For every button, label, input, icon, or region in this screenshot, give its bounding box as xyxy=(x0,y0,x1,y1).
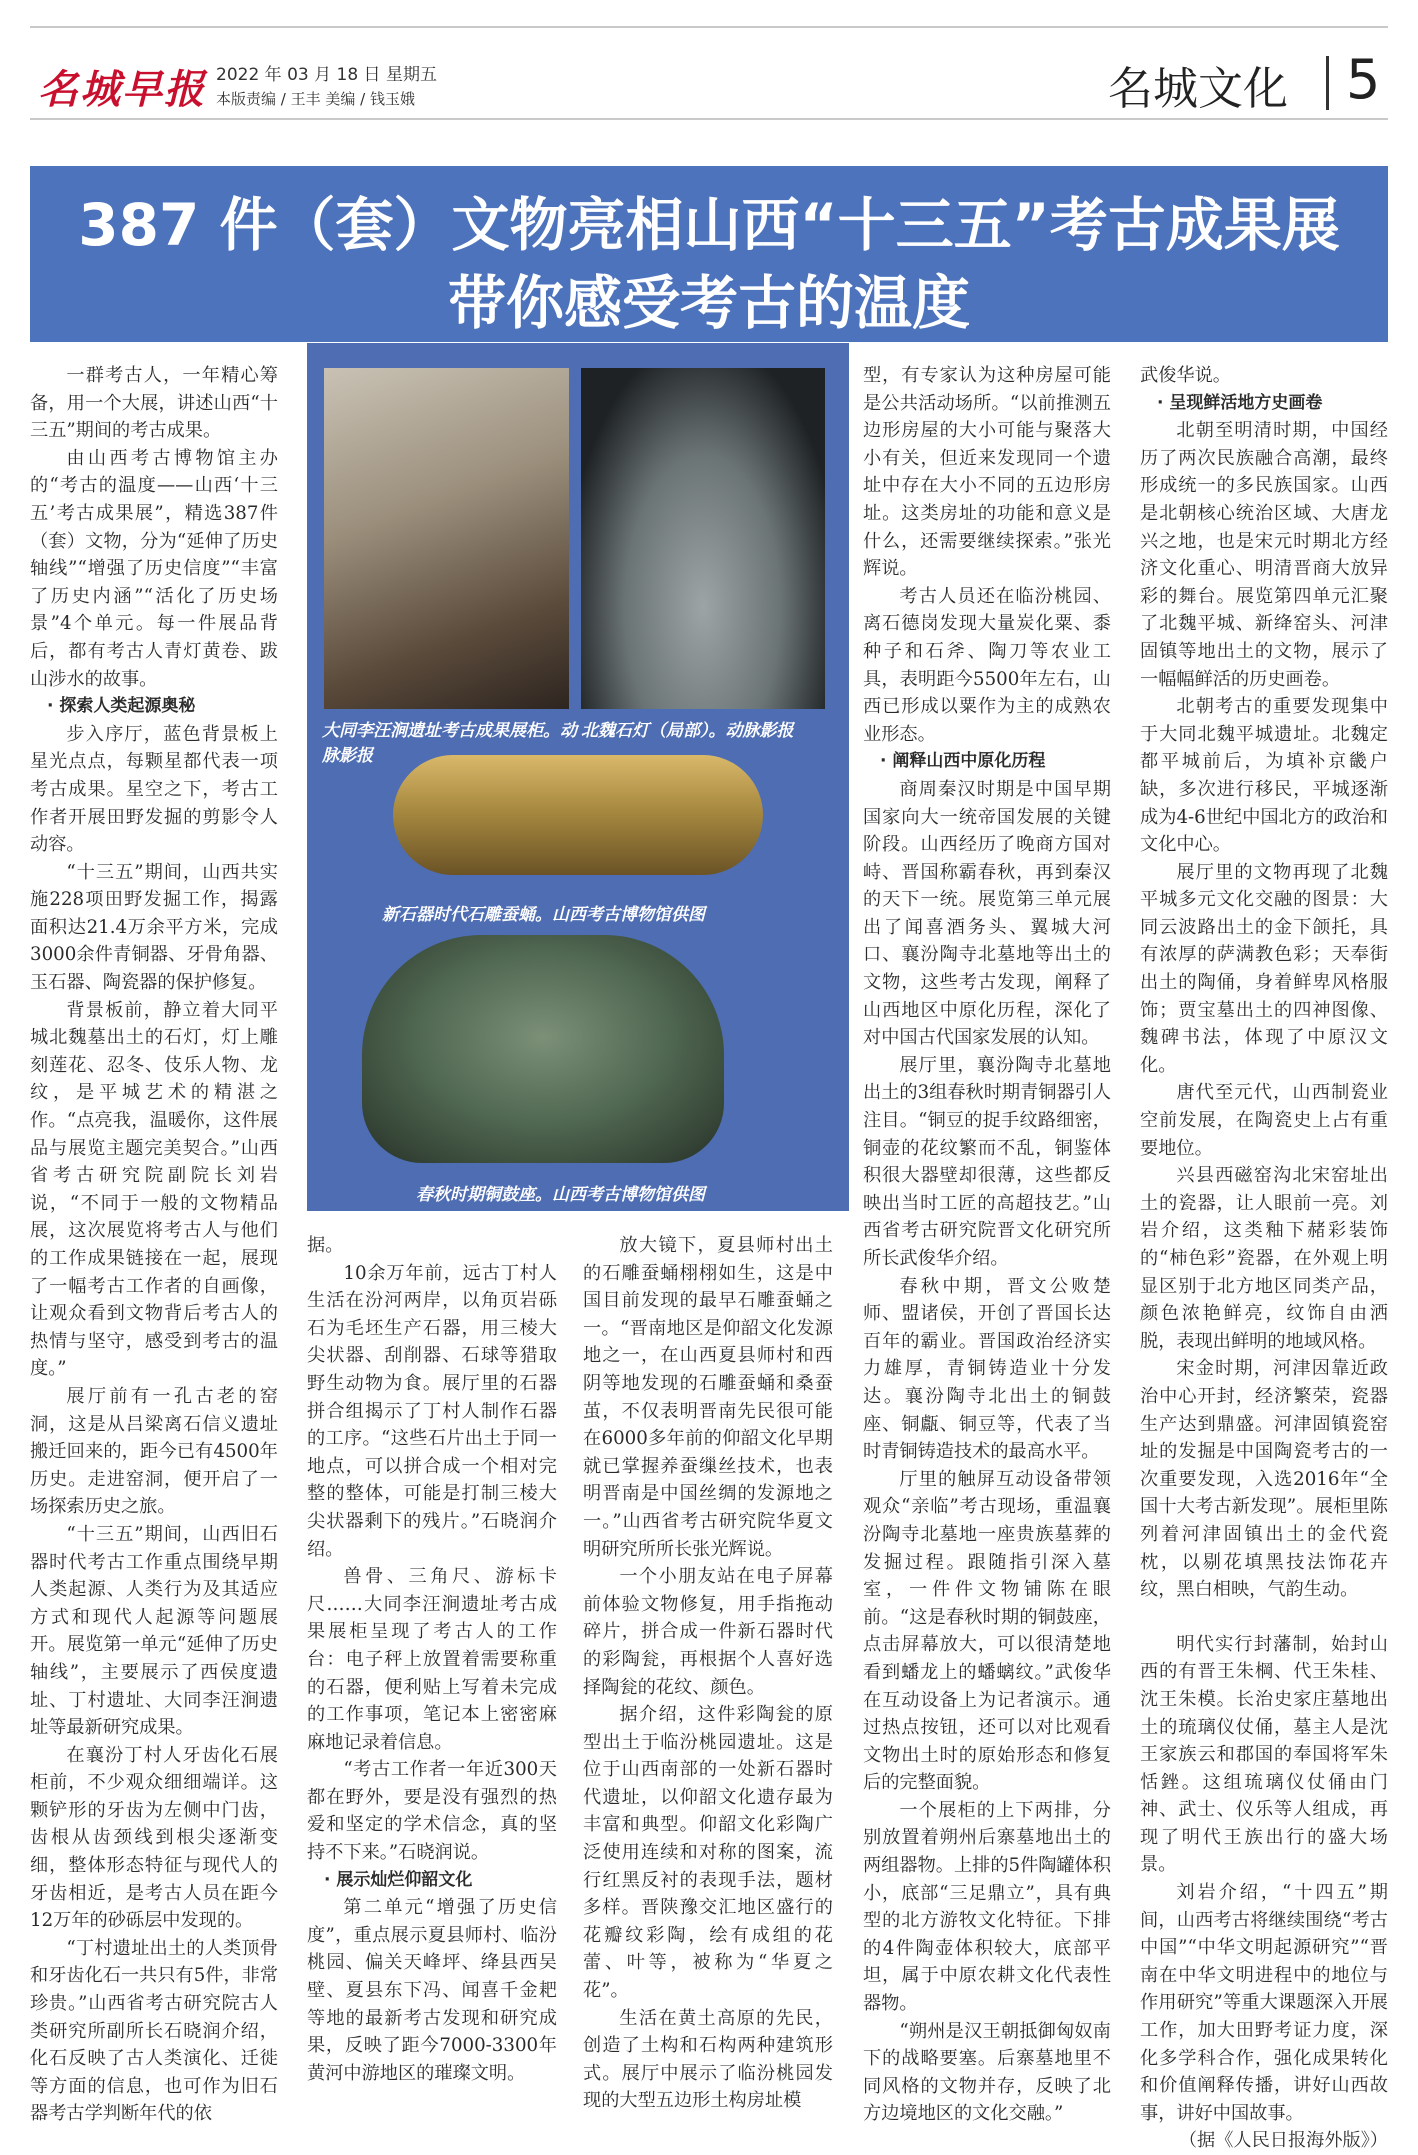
article-column-4 xyxy=(863,362,1111,2128)
paragraph: 放大镜下，夏县师村出土的石雕蚕蛹栩栩如生，这是中国目前发现的最早石雕蚕蛹之一。“晋南地区是仰韶文化发源地之一，在山西夏县师村和西阴等地发现的石雕蚕蛹和桑蚕茧，不仅表明晋南先民很可能在6000多年前的仰韶文化早期就已掌握养蚕缫丝技术，也表明晋南是中国丝绸的发源地之一。”山西省考古研究院华夏文明研究所所长张光辉说。 xyxy=(583,1235,833,1560)
exhibit-case-photo xyxy=(324,368,569,709)
paragraph: 展厅里的文物再现了北魏平城多元文化交融的图景：大同云波路出土的金下颌托，具有浓厚的萨满教色彩；天奉街出土的陶俑，身着鲜卑风格服饰；贾宝墓出土的四神图像、魏碑书法，体现了中原汉文化。 xyxy=(1140,861,1388,1076)
paragraph: “丁村遗址出土的人类顶骨和牙齿化石一共只有5件，非常珍贵。”山西省考古研究院古人类研究所副所长石晓润介绍，化石反映了古人类演化、迁徙等方面的信息，也可作为旧石器考古学判断年代的依 xyxy=(30,1937,279,2125)
page-number: 5 xyxy=(1346,48,1381,111)
paragraph: “朔州是汉王朝抵御匈奴南下的战略要塞。后寨墓地里不同风格的文物并存，反映了北方边境地区的文化交融。” xyxy=(863,2020,1111,2125)
section-subheading: · 呈现鲜活地方史画卷 xyxy=(1157,392,1323,413)
paragraph-gap xyxy=(1140,1604,1388,1631)
article-column-2 xyxy=(307,1232,557,2087)
paragraph: 展厅里，襄汾陶寺北墓地出土的3组春秋时期青铜器引人注目。“铜豆的捉手纹路细密，铜壶的花纹繁而不乱，铜鉴体积很大器壁却很薄，这些都反映出当时工匠的高超技艺。”山西省考古研究院晋文化研究所所长武俊华介绍。 xyxy=(863,1054,1112,1269)
issue-date: 2022 年 03 月 18 日 星期五 xyxy=(216,65,437,85)
paragraph: 背景板前，静立着大同平城北魏墓出土的石灯，灯上雕刻莲花、忍冬、伎乐人物、龙纹，是平城艺术的精湛之作。“点亮我，温暖你，这件展品与展览主题完美契合。”山西省考古研究院副院长刘岩说，“不同于一般的文物精品展，这次展览将考古人与他们的工作成果链接在一起，展现了一幅考古工作者的自画像，让观众看到文物背后考古人的热情与坚守，感受到考古的温度。” xyxy=(30,999,278,1380)
paragraph: 一群考古人，一年精心筹备，用一个大展，讲述山西“十三五”期间的考古成果。 xyxy=(30,365,278,442)
section-subheading: · 阐释山西中原化历程 xyxy=(880,751,1046,772)
paragraph: 厅里的触屏互动设备带领观众“亲临”考古现场，重温襄汾陶寺北墓地一座贵族墓葬的发掘过程。跟随指引深入墓室，一件件文物铺陈在眼前。“这是春秋时期的铜鼓座，点击屏幕放大，可以很清楚地看到蟠龙上的蟠螭纹。”武俊华在互动设备上为记者演示。通过热点按钮，还可以对比观看文物出土时的原始形态和修复后的完整面貌。 xyxy=(863,1468,1111,1794)
paragraph: 一个展柜的上下两排，分别放置着朔州后寨墓地出土的两组器物。上排的5件陶罐体积小，底部“三足鼎立”，具有典型的北方游牧文化特征。下排的4件陶壶体积较大，底部平坦，属于中原农耕文化代表性器物。 xyxy=(863,1799,1112,2015)
paragraph: 宋金时期，河津因靠近政治中心开封，经济繁荣，瓷器生产达到鼎盛。河津固镇瓷窑址的发掘是中国陶瓷考古的一次重要发现，入选2016年“全国十大考古新发现”。展柜里陈列着河津固镇出土的金代瓷枕，以剔花填黑技法饰花卉纹，黑白相映，气韵生动。 xyxy=(1140,1358,1388,1601)
caption-stone-lamp: 北魏石灯（局部）。动脉影报 xyxy=(581,721,794,741)
bronze-drum-base-photo xyxy=(362,935,724,1163)
caption-silkworm: 新石器时代石雕蚕蛹。山西考古博物馆供图 xyxy=(382,905,705,925)
caption-drum-base: 春秋时期铜鼓座。山西考古博物馆供图 xyxy=(416,1185,705,1205)
section-subheading: · 探索人类起源奥秘 xyxy=(47,696,196,717)
section-name: 名城文化 xyxy=(1108,62,1289,115)
paragraph: 生活在黄土高原的先民，创造了土构和石构两种建筑形式。展厅中展示了临汾桃园发现的大型五边形土构房址模 xyxy=(583,2007,833,2112)
paragraph: 武俊华说。 xyxy=(1140,365,1231,386)
paragraph: 第二单元“增强了历史信度”，重点展示夏县师村、临汾桃园、偏关天峰坪、绛县西吴壁、夏县东下冯、闻喜千金耙等地的最新考古发现和研究成果，反映了距今7000-3300年黄河中游地区的璀璨文明。 xyxy=(307,1897,557,2084)
headline: 387 件（套）文物亮相山西“十三五”考古成果展 xyxy=(78,191,1340,259)
newspaper-logo: 名城早报 xyxy=(38,66,206,113)
stone-lamp-photo xyxy=(581,368,825,709)
paragraph: 北朝考古的重要发现集中于大同北魏平城遗址。北魏定都平城前后，为填补京畿户缺，多次进行移民，平城逐渐成为4-6世纪中国北方的政治和文化中心。 xyxy=(1140,696,1388,856)
paragraph: 由山西考古博物馆主办的“考古的温度——山西‘十三五’考古成果展”，精选387件（套）文物，分为“延伸了历史轴线”“增强了历史信度”“丰富了历史内涵”“活化了历史场景”4个单元。每一件展品背后，都有考古人青灯黄卷、跋山涉水的故事。 xyxy=(30,447,278,690)
paragraph: 兽骨、三角尺、游标卡尺……大同李汪涧遗址考古成果展柜呈现了考古人的工作台：电子秤上放置着需要称重的石器，便利贴上写着未完成的工作事项，笔记本上密密麻麻地记录着信息。 xyxy=(307,1566,557,1753)
paragraph: 北朝至明清时期，中国经历了两次民族融合高潮，最终形成统一的多民族国家。山西是北朝核心统治区域、大唐龙兴之地，也是宋元时期北方经济文化重心、明清晋商大放异彩的舞台。展览第四单元汇聚了北魏平城、新绛窑头、河津固镇等地出土的文物，展示了一幅幅鲜活的历史画卷。 xyxy=(1140,420,1388,690)
paragraph: 据。 xyxy=(307,1235,344,1256)
paragraph: “十三五”期间，山西旧石器时代考古工作重点围绕早期人类起源、人类行为及其适应方式和现代人起源等问题展开。展览第一单元“延伸了历史轴线”，主要展示了西侯度遗址、丁村遗址、大同李汪涧遗址等最新研究成果。 xyxy=(30,1523,278,1739)
paragraph: 据介绍，这件彩陶瓮的原型出土于临汾桃园遗址。这是位于山西南部的一处新石器时代遗址，以仰韶文化遗存最为丰富和典型。仰韶文化彩陶广泛使用连续和对称的图案，流行红黑反衬的表现手法，题材多样。晋陕豫交汇地区盛行的花瓣纹彩陶，绘有成组的花蕾、叶等，被称为“华夏之花”。 xyxy=(583,1704,833,2002)
article-column-3 xyxy=(583,1232,833,2115)
issue-editors: 本版责编 / 王丰 美编 / 钱玉娥 xyxy=(216,90,415,108)
paragraph: 10余万年前，远古丁村人生活在汾河两岸，以角页岩砾石为毛坯生产石器，用三棱大尖状器、刮削器、石球等猎取野生动物为食。展厅里的石器拼合组揭示了丁村人制作石器的工序。“这些石片出土于同一地点，可以拼合成一个相对完整的整体，可能是打制三棱大尖状器剩下的残片。”石晓润介绍。 xyxy=(307,1262,557,1560)
paragraph: 唐代至元代，山西制瓷业空前发展，在陶瓷史上占有重要地位。 xyxy=(1140,1082,1388,1159)
source-credit: （据《人民日报海外版》） xyxy=(1178,2130,1388,2152)
section-divider xyxy=(1326,56,1329,110)
masthead-rule-bottom xyxy=(30,118,1388,120)
masthead-rule-top xyxy=(30,26,1388,28)
paragraph: “考古工作者一年近300天都在野外，要是没有强烈的热爱和坚定的学术信念，真的坚持不下来。”石晓润说。 xyxy=(307,1759,557,1864)
paragraph: 型，有专家认为这种房屋可能是公共活动场所。“以前推测五边形房屋的大小可能与聚落大小有关，但近来发现同一个遗址中存在大小不同的五边形房址。这类房址的功能和意义是什么，还需要继续探索。”张光辉说。 xyxy=(863,365,1111,580)
paragraph: 一个小朋友站在电子屏幕前体验文物修复，用手指拖动碎片，拼合成一件新石器时代的彩陶瓮，再根据个人喜好选择陶瓮的花纹、颜色。 xyxy=(583,1566,833,1698)
paragraph: 展厅前有一孔古老的窑洞，这是从吕梁离石信义遗址搬迁回来的，距今已有4500年历史。走进窑洞，便开启了一场探索历史之旅。 xyxy=(30,1385,278,1518)
paragraph: 商周秦汉时期是中国早期国家向大一统帝国发展的关键阶段。山西经历了晚商方国对峙、晋国称霸春秋，再到秦汉的天下一统。展览第三单元展出了闻喜酒务头、翼城大河口、襄汾陶寺北墓地等出土的文物，这些考古发现，阐释了山西地区中原化历程，深化了对中国古代国家发展的认知。 xyxy=(863,778,1111,1049)
paragraph: “十三五”期间，山西共实施228项田野发掘工作，揭露面积达21.4万余平方米，完成3000余件青铜器、牙骨角器、玉石器、陶瓷器的保护修复。 xyxy=(30,861,278,994)
paragraph: 明代实行封藩制，始封山西的有晋王朱棡、代王朱桂、沈王朱模。长治史家庄墓地出土的琉璃仪仗俑，墓主人是沈王家族云和郡国的奉国将军朱恬銼。这组琉璃仪仗俑由门神、武士、仪乐等人组成，再现了明代王族出行的盛大场景。 xyxy=(1140,1633,1388,1876)
paragraph: 在襄汾丁村人牙齿化石展柜前，不少观众细细端详。这颗铲形的牙齿为左侧中门齿，齿根从齿颈线到根尖逐渐变细，整体形态特征与现代人的牙齿相近，是考古人员在距今12万年的砂砾层中发现的。 xyxy=(30,1744,278,1932)
caption-exhibit-case: 大同李汪涧遗址考古成果展柜。动脉影报 xyxy=(322,721,577,766)
paragraph: 兴县西磁窑沟北宋窑址出土的瓷器，让人眼前一亮。刘岩介绍，这类釉下赭彩装饰的“柿色彩”瓷器，在外观上明显区别于北方地区同类产品，颜色浓艳鲜亮，纹饰自由洒脱，表现出鲜明的地域风格。 xyxy=(1140,1165,1388,1352)
paragraph: 刘岩介绍，“十四五”期间，山西考古将继续围绕“考古中国”“中华文明起源研究”“晋南在中华文明进程中的地位与作用研究”等重大课题深入开展工作，加大田野考证力度，深化多学科合作，强化成果转化和价值阐释传播，讲好山西故事，讲好中国故事。 xyxy=(1140,1882,1388,2124)
paragraph: 考古人员还在临汾桃园、离石德岗发现大量炭化粟、黍种子和石斧、陶刀等农业工具，表明距今5500年左右，山西已形成以粟作为主的成熟农业形态。 xyxy=(863,585,1111,745)
paragraph: 步入序厅，蓝色背景板上星光点点，每颗星都代表一项考古成果。星空之下，考古工作者开展田野发掘的剪影令人动容。 xyxy=(30,723,278,856)
subheadline: 带你感受考古的温度 xyxy=(447,269,970,337)
paragraph: 春秋中期，晋文公败楚师、盟诸侯，开创了晋国长达百年的霸业。晋国政治经济实力雄厚，青铜铸造业十分发达。襄汾陶寺北出土的铜鼓座、铜甗、铜豆等，代表了当时青铜铸造技术的最高水平。 xyxy=(863,1275,1111,1463)
article-column-5 xyxy=(1140,362,1388,2155)
silkworm-carving-photo xyxy=(393,755,763,875)
section-subheading: · 展示灿烂仰韶文化 xyxy=(324,1869,473,1890)
article-column-1 xyxy=(30,362,278,2128)
